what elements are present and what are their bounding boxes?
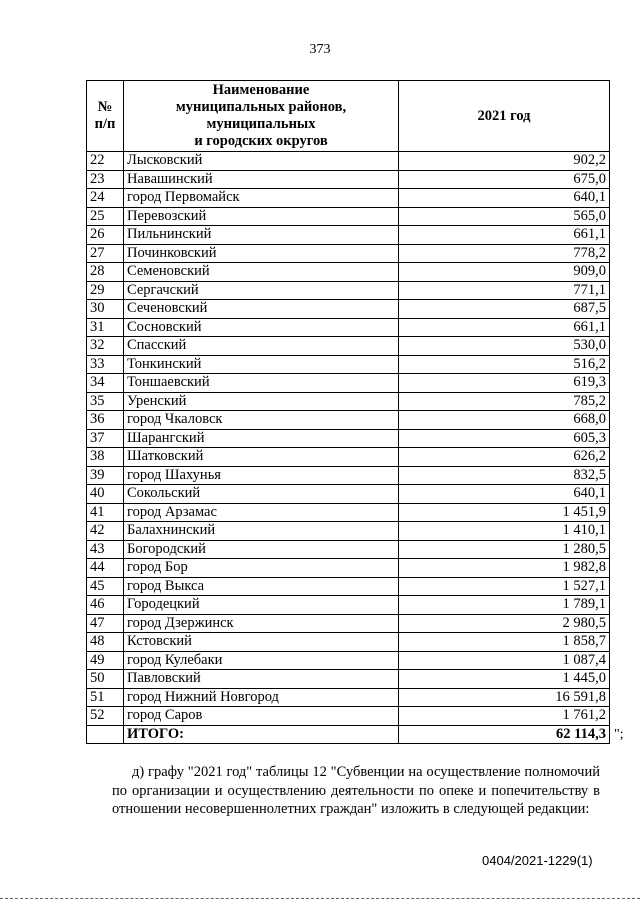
row-value: 16 591,8 — [399, 688, 610, 707]
header-year: 2021 год — [399, 81, 610, 152]
table-row — [87, 448, 610, 467]
header-name-line: муниципальных районов, — [175, 99, 347, 115]
table-row — [87, 485, 610, 504]
row-value: 909,0 — [399, 263, 610, 282]
row-number: 32 — [87, 337, 124, 356]
row-name: город Арзамас — [124, 503, 399, 522]
row-value: 530,0 — [399, 337, 610, 356]
row-name: Сеченовский — [124, 300, 399, 319]
row-name: Навашинский — [124, 170, 399, 189]
table-row — [87, 707, 610, 726]
row-value: 619,3 — [399, 374, 610, 393]
row-number: 45 — [87, 577, 124, 596]
row-name: город Чкаловск — [124, 411, 399, 430]
row-name: город Бор — [124, 559, 399, 578]
table-row — [87, 392, 610, 411]
row-number: 29 — [87, 281, 124, 300]
row-name: Сокольский — [124, 485, 399, 504]
row-name: Балахнинский — [124, 522, 399, 541]
table-row — [87, 318, 610, 337]
row-value: 661,1 — [399, 226, 610, 245]
row-number: 31 — [87, 318, 124, 337]
row-number: 24 — [87, 189, 124, 208]
table-row — [87, 596, 610, 615]
table-row — [87, 281, 610, 300]
table-row — [87, 300, 610, 319]
row-value: 1 280,5 — [399, 540, 610, 559]
row-name: Шатковский — [124, 448, 399, 467]
row-value: 1 982,8 — [399, 559, 610, 578]
row-number: 22 — [87, 152, 124, 171]
table-row — [87, 614, 610, 633]
row-number: 25 — [87, 207, 124, 226]
row-number: 49 — [87, 651, 124, 670]
row-name: Тоншаевский — [124, 374, 399, 393]
table-body — [87, 152, 610, 726]
table-row — [87, 226, 610, 245]
header-name-line: и городских округов — [194, 133, 328, 149]
row-name: город Дзержинск — [124, 614, 399, 633]
table-row — [87, 670, 610, 689]
table-row — [87, 466, 610, 485]
row-number: 52 — [87, 707, 124, 726]
total-row — [87, 725, 610, 744]
header-name — [124, 81, 399, 152]
table-row — [87, 503, 610, 522]
row-number: 44 — [87, 559, 124, 578]
row-number: 37 — [87, 429, 124, 448]
row-number: 30 — [87, 300, 124, 319]
row-name: Городецкий — [124, 596, 399, 615]
row-name: Тонкинский — [124, 355, 399, 374]
page-number: 373 — [309, 42, 331, 57]
row-value: 675,0 — [399, 170, 610, 189]
table-row — [87, 374, 610, 393]
row-value: 668,0 — [399, 411, 610, 430]
row-number: 38 — [87, 448, 124, 467]
subsidy-table — [86, 80, 610, 744]
row-name: Павловский — [124, 670, 399, 689]
row-name: Сосновский — [124, 318, 399, 337]
row-number: 34 — [87, 374, 124, 393]
row-value: 1 789,1 — [399, 596, 610, 615]
row-value: 1 858,7 — [399, 633, 610, 652]
row-value: 771,1 — [399, 281, 610, 300]
table-row — [87, 207, 610, 226]
total-value: 62 114,3 — [399, 725, 610, 744]
row-value: 640,1 — [399, 189, 610, 208]
row-name: город Саров — [124, 707, 399, 726]
row-name: Пильнинский — [124, 226, 399, 245]
table-row — [87, 170, 610, 189]
row-value: 626,2 — [399, 448, 610, 467]
row-name: город Выкса — [124, 577, 399, 596]
row-number: 33 — [87, 355, 124, 374]
row-value: 640,1 — [399, 485, 610, 504]
row-number: 36 — [87, 411, 124, 430]
row-value: 516,2 — [399, 355, 610, 374]
row-number: 26 — [87, 226, 124, 245]
row-name: Лысковский — [124, 152, 399, 171]
row-number: 43 — [87, 540, 124, 559]
row-value: 605,3 — [399, 429, 610, 448]
row-value: 1 527,1 — [399, 577, 610, 596]
row-value: 1 087,4 — [399, 651, 610, 670]
row-name: Семеновский — [124, 263, 399, 282]
row-number: 41 — [87, 503, 124, 522]
row-value: 2 980,5 — [399, 614, 610, 633]
table-row — [87, 411, 610, 430]
row-value: 687,5 — [399, 300, 610, 319]
row-value: 1 445,0 — [399, 670, 610, 689]
row-number: 50 — [87, 670, 124, 689]
row-value: 785,2 — [399, 392, 610, 411]
table-row — [87, 152, 610, 171]
row-number: 47 — [87, 614, 124, 633]
document-code: 0404/2021-1229(1) — [482, 853, 593, 868]
row-name: Богородский — [124, 540, 399, 559]
table-row — [87, 688, 610, 707]
row-name: город Кулебаки — [124, 651, 399, 670]
table-row — [87, 577, 610, 596]
table-row — [87, 522, 610, 541]
row-number: 27 — [87, 244, 124, 263]
table-row — [87, 355, 610, 374]
amendment-paragraph — [112, 763, 600, 819]
row-name: Уренский — [124, 392, 399, 411]
table-row — [87, 244, 610, 263]
row-name: Шарангский — [124, 429, 399, 448]
row-value: 1 761,2 — [399, 707, 610, 726]
table-header-row — [87, 81, 610, 152]
table-row — [87, 189, 610, 208]
row-value: 1 451,9 — [399, 503, 610, 522]
amendment-text: д) графу "2021 год" таблицы 12 "Субвенции на осуществление полномочий по организации и осуществлению деятельности по опеке и попечительству в отношении несовершеннолетних граждан" изложить в следующей редакции: — [112, 764, 600, 817]
row-name: Сергачский — [124, 281, 399, 300]
row-number: 28 — [87, 263, 124, 282]
total-label: ИТОГО: — [124, 725, 399, 744]
row-number: 51 — [87, 688, 124, 707]
row-number: 46 — [87, 596, 124, 615]
row-number: 23 — [87, 170, 124, 189]
row-number: 42 — [87, 522, 124, 541]
row-number: 40 — [87, 485, 124, 504]
table-row — [87, 559, 610, 578]
table-row — [87, 263, 610, 282]
row-value: 565,0 — [399, 207, 610, 226]
header-name-line: муниципальных — [206, 116, 316, 132]
header-name-line: Наименование — [212, 82, 310, 98]
row-name: Кстовский — [124, 633, 399, 652]
table-row — [87, 651, 610, 670]
row-name: Спасский — [124, 337, 399, 356]
table-row — [87, 633, 610, 652]
row-value: 778,2 — [399, 244, 610, 263]
row-name: город Шахунья — [124, 466, 399, 485]
row-number: 39 — [87, 466, 124, 485]
row-value: 832,5 — [399, 466, 610, 485]
header-number: № п/п — [87, 81, 124, 152]
closing-quote: "; — [614, 727, 624, 742]
row-number: 35 — [87, 392, 124, 411]
row-number: 48 — [87, 633, 124, 652]
table-row — [87, 540, 610, 559]
row-name: Перевозский — [124, 207, 399, 226]
row-name: город Нижний Новгород — [124, 688, 399, 707]
table-row — [87, 337, 610, 356]
row-name: Починковский — [124, 244, 399, 263]
row-name: город Первомайск — [124, 189, 399, 208]
table-row — [87, 429, 610, 448]
bottom-rule — [0, 898, 640, 899]
row-value: 661,1 — [399, 318, 610, 337]
row-value: 902,2 — [399, 152, 610, 171]
row-value: 1 410,1 — [399, 522, 610, 541]
total-number-cell — [87, 725, 124, 744]
